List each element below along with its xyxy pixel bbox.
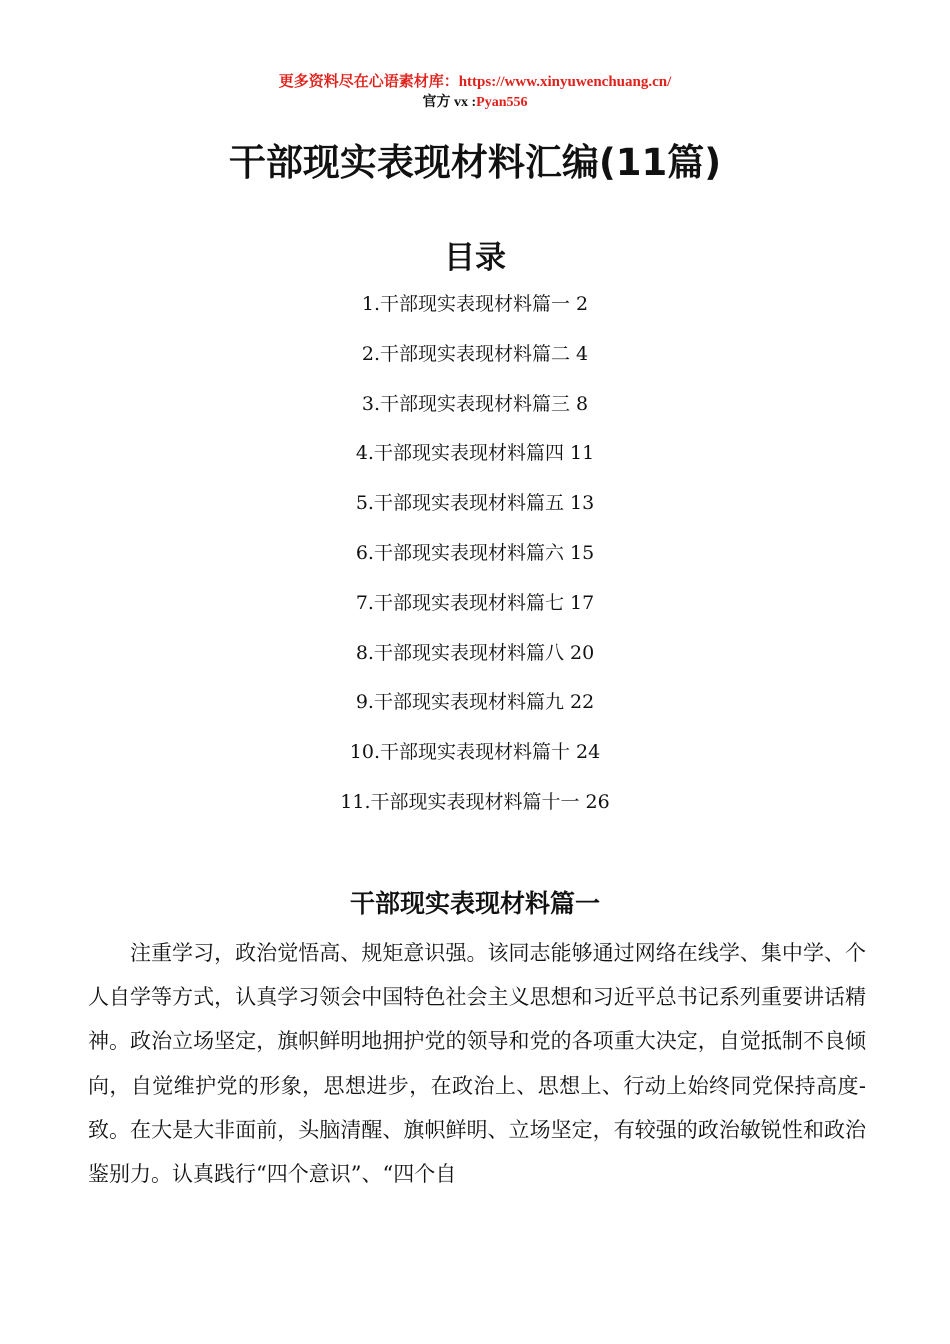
toc-item-7[interactable]: 7.干部现实表现材料篇七 17 <box>355 591 595 614</box>
toc-item-5[interactable]: 5.干部现实表现材料篇五 13 <box>355 492 595 515</box>
toc-item-11[interactable]: 11.干部现实表现材料篇十一 26 <box>340 790 610 813</box>
table-of-contents <box>0 290 950 838</box>
wechat-label: 官方 vx : <box>422 95 477 110</box>
toc-item-4[interactable]: 4.干部现实表现材料篇四 11 <box>355 442 595 465</box>
section-title: 干部现实表现材料篇一 <box>349 889 600 918</box>
wechat-id: Pyan556 <box>476 95 528 110</box>
wechat-line <box>0 91 950 111</box>
toc-item-9[interactable]: 9.干部现实表现材料篇九 22 <box>355 691 595 714</box>
toc-item-10[interactable]: 10.干部现实表现材料篇十 24 <box>349 741 601 764</box>
promo-header: 更多资料尽在心语素材库：https://www.xinyuwenchuang.cn/ <box>278 74 672 90</box>
toc-title: 目录 <box>444 240 506 276</box>
toc-item-8[interactable]: 8.干部现实表现材料篇八 20 <box>355 641 595 664</box>
toc-item-2[interactable]: 2.干部现实表现材料篇二 4 <box>361 342 589 365</box>
toc-item-6[interactable]: 6.干部现实表现材料篇六 15 <box>355 541 595 564</box>
document-title: 干部现实表现材料汇编(11篇) <box>228 141 722 184</box>
toc-item-1[interactable]: 1.干部现实表现材料篇一 2 <box>361 293 589 315</box>
body-paragraph: 注重学习，政治觉悟高、规矩意识强。该同志能够通过网络在线学、集中学、个人自学等方式，认真学习领会中国特色社会主义思想和习近平总书记系列重要讲话精神。政治立场坚定，旗帜鲜明地拥护党的领导和党的各项重大决定，自觉抵制不良倾向，自觉维护党的形象，思想进步，在政治上、思想上、行动上始终同党保持高度-致。在大是大非面前，头脑清醒、旗帜鲜明、立场坚定，有较强的政治敏锐性和政治鉴别力。认真践行“四个意识”、“四个自 <box>88 941 866 1187</box>
toc-item-3[interactable]: 3.干部现实表现材料篇三 8 <box>361 392 589 415</box>
